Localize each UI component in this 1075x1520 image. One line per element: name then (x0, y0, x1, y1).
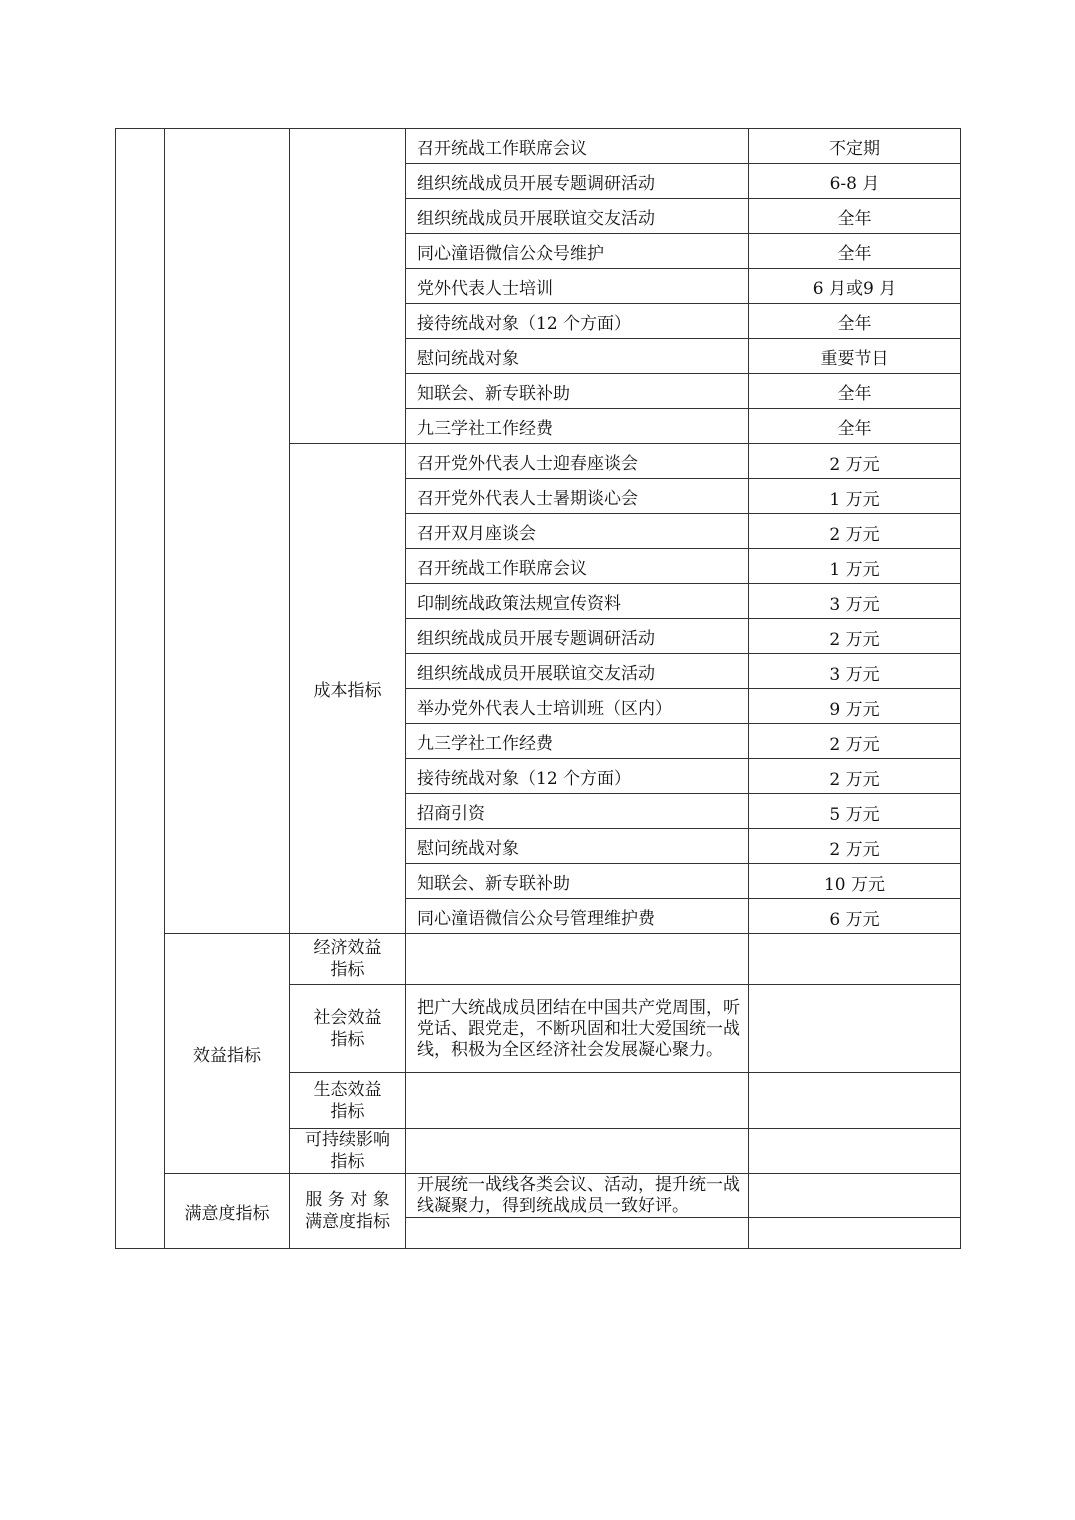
cost-item: 组织统战成员开展专题调研活动 (406, 619, 749, 654)
performance-indicator-table (115, 128, 961, 1249)
cost-value: 3 万元 (749, 654, 961, 689)
sustainable-impact-value (749, 1129, 961, 1174)
cost-item: 印制统战政策法规宣传资料 (406, 584, 749, 619)
social-benefit-label (290, 985, 406, 1073)
satisfaction-content: 开展统一战线各类会议、活动，提升统一战线凝聚力，得到统战成员一致好评。 (406, 1174, 749, 1218)
cost-value: 2 万元 (749, 444, 961, 479)
time-value: 重要节日 (749, 339, 961, 374)
ecological-benefit-value (749, 1073, 961, 1129)
cost-item: 接待统战对象（12 个方面） (406, 759, 749, 794)
economic-benefit-line2: 指标 (330, 960, 365, 980)
cost-item: 召开党外代表人士暑期谈心会 (406, 479, 749, 514)
social-benefit-line1: 社会效益 (313, 1007, 382, 1028)
cost-item: 知联会、新专联补助 (406, 864, 749, 899)
time-value: 全年 (749, 374, 961, 409)
cost-value: 1 万元 (749, 549, 961, 584)
satisfaction-extra-value (749, 1218, 961, 1249)
ecological-benefit-line1: 生态效益 (313, 1079, 382, 1100)
cost-item: 同心潼语微信公众号管理维护费 (406, 899, 749, 934)
satisfaction-extra-content (406, 1218, 749, 1249)
table-row (116, 934, 961, 985)
social-benefit-value (749, 985, 961, 1073)
cost-value: 2 万元 (749, 724, 961, 759)
cost-value: 2 万元 (749, 829, 961, 864)
cost-item: 召开双月座谈会 (406, 514, 749, 549)
time-value: 6 月或9 月 (749, 269, 961, 304)
cost-value: 2 万元 (749, 759, 961, 794)
cost-item: 举办党外代表人士培训班（区内） (406, 689, 749, 724)
cost-value: 2 万元 (749, 514, 961, 549)
output-indicator-cell (165, 129, 290, 934)
social-benefit-content: 把广大统战成员团结在中国共产党周围，听党话、跟党走，不断巩固和壮大爱国统一战线，积极为全区经济社会发展凝心聚力。 (406, 985, 749, 1073)
economic-benefit-label (290, 934, 406, 985)
economic-benefit-line1: 经济效益 (313, 938, 382, 958)
cost-value: 3 万元 (749, 584, 961, 619)
sustainable-impact-line2: 指标 (330, 1152, 365, 1172)
time-item: 慰问统战对象 (406, 339, 749, 374)
service-satisfaction-line2: 满意度指标 (305, 1212, 390, 1232)
benefit-indicator-label: 效益指标 (165, 934, 290, 1174)
time-value: 不定期 (749, 129, 961, 164)
time-value: 全年 (749, 199, 961, 234)
first-level-indicator-cell (116, 129, 165, 1249)
table-row (116, 129, 961, 164)
economic-benefit-content (406, 934, 749, 985)
service-satisfaction-label (290, 1174, 406, 1249)
time-item: 组织统战成员开展联谊交友活动 (406, 199, 749, 234)
sustainable-impact-line1: 可持续影响 (305, 1130, 390, 1150)
service-satisfaction-line1: 服 务 对 象 (305, 1190, 390, 1210)
cost-indicator-label: 成本指标 (290, 444, 406, 934)
time-item: 党外代表人士培训 (406, 269, 749, 304)
cost-item: 召开统战工作联席会议 (406, 549, 749, 584)
time-item: 召开统战工作联席会议 (406, 129, 749, 164)
time-indicator-cell (290, 129, 406, 444)
economic-benefit-value (749, 934, 961, 985)
social-benefit-line2: 指标 (330, 1029, 365, 1050)
ecological-benefit-content (406, 1073, 749, 1129)
ecological-benefit-label (290, 1073, 406, 1129)
cost-value: 1 万元 (749, 479, 961, 514)
time-value: 全年 (749, 234, 961, 269)
time-value: 全年 (749, 409, 961, 444)
time-item: 九三学社工作经费 (406, 409, 749, 444)
sustainable-impact-label (290, 1129, 406, 1174)
sustainable-impact-content (406, 1129, 749, 1174)
satisfaction-indicator-label: 满意度指标 (165, 1174, 290, 1249)
cost-value: 9 万元 (749, 689, 961, 724)
cost-item: 九三学社工作经费 (406, 724, 749, 759)
satisfaction-value (749, 1174, 961, 1218)
time-item: 组织统战成员开展专题调研活动 (406, 164, 749, 199)
table-row (116, 1174, 961, 1218)
ecological-benefit-line2: 指标 (330, 1101, 365, 1122)
cost-value: 2 万元 (749, 619, 961, 654)
time-item: 同心潼语微信公众号维护 (406, 234, 749, 269)
cost-value: 10 万元 (749, 864, 961, 899)
cost-item: 招商引资 (406, 794, 749, 829)
cost-item: 慰问统战对象 (406, 829, 749, 864)
time-item: 接待统战对象（12 个方面） (406, 304, 749, 339)
cost-value: 6 万元 (749, 899, 961, 934)
time-value: 全年 (749, 304, 961, 339)
cost-value: 5 万元 (749, 794, 961, 829)
time-item: 知联会、新专联补助 (406, 374, 749, 409)
time-value: 6-8 月 (749, 164, 961, 199)
cost-item: 召开党外代表人士迎春座谈会 (406, 444, 749, 479)
cost-item: 组织统战成员开展联谊交友活动 (406, 654, 749, 689)
